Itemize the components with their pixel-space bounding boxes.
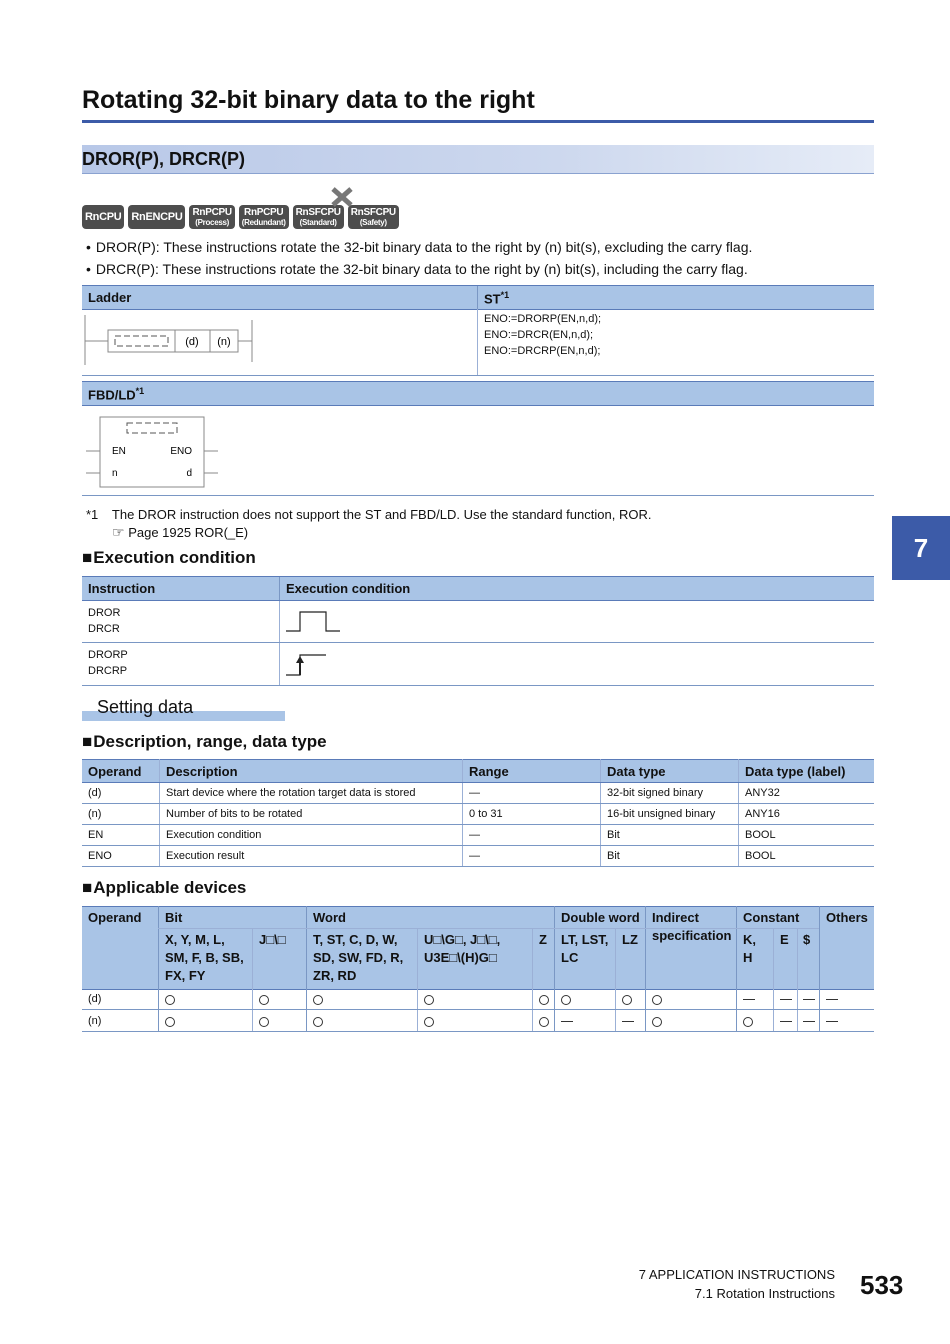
exec-heading: ■ Execution condition [82, 548, 256, 568]
dev-h-indirect: Indirect specification [652, 910, 732, 943]
applicable-circle-icon [561, 995, 571, 1005]
dev-s-bit2: J□\□ [259, 932, 286, 947]
applicable-circle-icon [652, 1017, 662, 1027]
fbd-d: d [186, 468, 192, 479]
dev-s-c3: $ [803, 932, 811, 947]
chapter-tab[interactable]: 7 [892, 516, 950, 580]
not-applicable-dash-icon [743, 999, 755, 1000]
title-rule [82, 120, 874, 123]
fbd-table [82, 381, 874, 496]
desc-heading: ■ Description, range, data type [82, 732, 327, 752]
dev-s-word2: U□\G□, J□\□, U3E□\(H)G□ [424, 932, 501, 965]
fbd-diagram [82, 415, 242, 490]
fbd-en: EN [112, 446, 126, 457]
badge-rnencpu: RnENCPU [128, 205, 185, 229]
dev-s-word3: Z [539, 932, 547, 947]
fbd-n: n [112, 468, 118, 479]
not-applicable-dash-icon [826, 1021, 838, 1022]
not-applicable-dash-icon [780, 999, 792, 1000]
not-applicable-dash-icon [622, 1021, 634, 1022]
applicable-circle-icon [743, 1017, 753, 1027]
dev-s-word1: T, ST, C, D, W, SD, SW, FD, R, ZR, RD [313, 932, 404, 983]
applicable-circle-icon [652, 995, 662, 1005]
badge-rnpcpu-process: RnPCPU (Process) [189, 205, 234, 229]
exec-col-instruction: Instruction [88, 581, 156, 596]
table-row: (d) Start device where the rotation target data is stored — 32-bit signed binary ANY32 [82, 783, 874, 804]
not-applicable-dash-icon [561, 1021, 573, 1022]
page-number: 533 [860, 1270, 904, 1300]
dev-s-dw1: LT, LST, LC [561, 932, 609, 965]
ladder-header: Ladder [88, 290, 132, 305]
dev-h-operand: Operand [88, 910, 142, 925]
applicable-circle-icon [259, 1017, 269, 1027]
applicable-circle-icon [313, 995, 323, 1005]
dev-s-c1: K, H [743, 932, 756, 965]
dev-h-word: Word [313, 910, 346, 925]
ladder-arg-d: (d) [185, 336, 199, 348]
footer-section: 7.1 Rotation Instructions [694, 1286, 835, 1301]
badge-rncpu: RnCPU [82, 205, 124, 229]
devices-heading: ■ Applicable devices [82, 878, 246, 898]
cpu-badges [82, 205, 399, 231]
exec-row-pulse: DRORP DRCRP [82, 643, 874, 686]
devices-table [82, 906, 874, 1032]
section-heading [82, 145, 874, 174]
applicable-circle-icon [622, 995, 632, 1005]
applicable-circle-icon [539, 995, 549, 1005]
table-row: EN Execution condition — Bit BOOL [82, 825, 874, 846]
footer-chapter: 7 APPLICATION INSTRUCTIONS [638, 1267, 835, 1282]
st-header: ST$^{*1}$ [484, 290, 510, 307]
dev-s-dw2: LZ [622, 932, 638, 947]
footnote: *1 The DROR instruction does not support the ST and FBD/LD. Use the standard function, ROR. [86, 507, 652, 522]
dev-row-operand: (n) [88, 1015, 102, 1027]
dev-s-c2: E [780, 932, 789, 947]
setting-data-heading: Setting data [82, 697, 285, 721]
dev-s-bit1: X, Y, M, L, SM, F, B, SB, FX, FY [165, 932, 244, 983]
exec-table [82, 576, 874, 686]
fbd-eno: ENO [170, 446, 192, 457]
applicable-circle-icon [259, 995, 269, 1005]
dev-h-constant: Constant [743, 910, 800, 925]
table-row: ENO Execution result — Bit BOOL [82, 846, 874, 867]
applicable-circle-icon [424, 995, 434, 1005]
not-supported-x-icon [330, 186, 354, 208]
badge-rnsfcpu-safety: RnSFCPU (Safety) [348, 205, 399, 229]
page-title: Rotating 32-bit binary data to the right [82, 86, 535, 114]
ladder-arg-n: (n) [217, 336, 231, 348]
applicable-circle-icon [313, 1017, 323, 1027]
badge-rnsfcpu-standard: RnSFCPU (Standard) [293, 205, 344, 229]
applicable-circle-icon [424, 1017, 434, 1027]
not-applicable-dash-icon [803, 1021, 815, 1022]
pointing-hand-icon: ☞ [112, 524, 125, 540]
desc-table: Operand Description Range Data type Data type (label) (d) Start device where the rotation target data is stored — 32-bit signed binary ANY32 (n) Number of bits to be rotated 0 to 31 16-bit unsigned binary ANY16 EN Execution condition — Bit BOOL ENO Execution result — Bit BOOL [82, 759, 874, 867]
dev-h-dword: Double word [561, 910, 640, 925]
dev-h-bit: Bit [165, 910, 183, 925]
st-code: ENO:=DRORP(EN,n,d); ENO:=DRCR(EN,n,d); ENO:=DRCRP(EN,n,d); [484, 313, 602, 357]
exec-col-condition: Execution condition [286, 581, 411, 596]
on-while-icon [286, 609, 346, 637]
not-applicable-dash-icon [826, 999, 838, 1000]
rising-edge-icon [286, 651, 346, 679]
not-applicable-dash-icon [780, 1021, 792, 1022]
fbd-header: FBD/LD$^{*1}$ [88, 386, 145, 403]
applicable-circle-icon [165, 1017, 175, 1027]
section-title: DROR(P), DRCR(P) [82, 149, 245, 169]
ladder-st-table [82, 285, 874, 376]
badge-rnpcpu-redundant: RnPCPU (Redundant) [239, 205, 289, 229]
dev-row-operand: (d) [88, 993, 102, 1005]
exec-row-rising: DROR DRCR [82, 601, 874, 643]
ladder-diagram [82, 315, 282, 365]
applicable-circle-icon [165, 995, 175, 1005]
page-reference-link[interactable]: ☞ Page 1925 ROR(_E) [112, 524, 249, 540]
table-row: (n) Number of bits to be rotated 0 to 31 16-bit unsigned binary ANY16 [82, 804, 874, 825]
applicable-circle-icon [539, 1017, 549, 1027]
dev-h-others: Others [826, 910, 868, 925]
bullet-drcr: • DRCR(P): These instructions rotate the 32-bit binary data to the right by (n) bit(s), including the carry flag. [86, 261, 748, 277]
not-applicable-dash-icon [803, 999, 815, 1000]
bullet-dror: • DROR(P): These instructions rotate the 32-bit binary data to the right by (n) bit(s), excluding the carry flag. [86, 239, 752, 255]
